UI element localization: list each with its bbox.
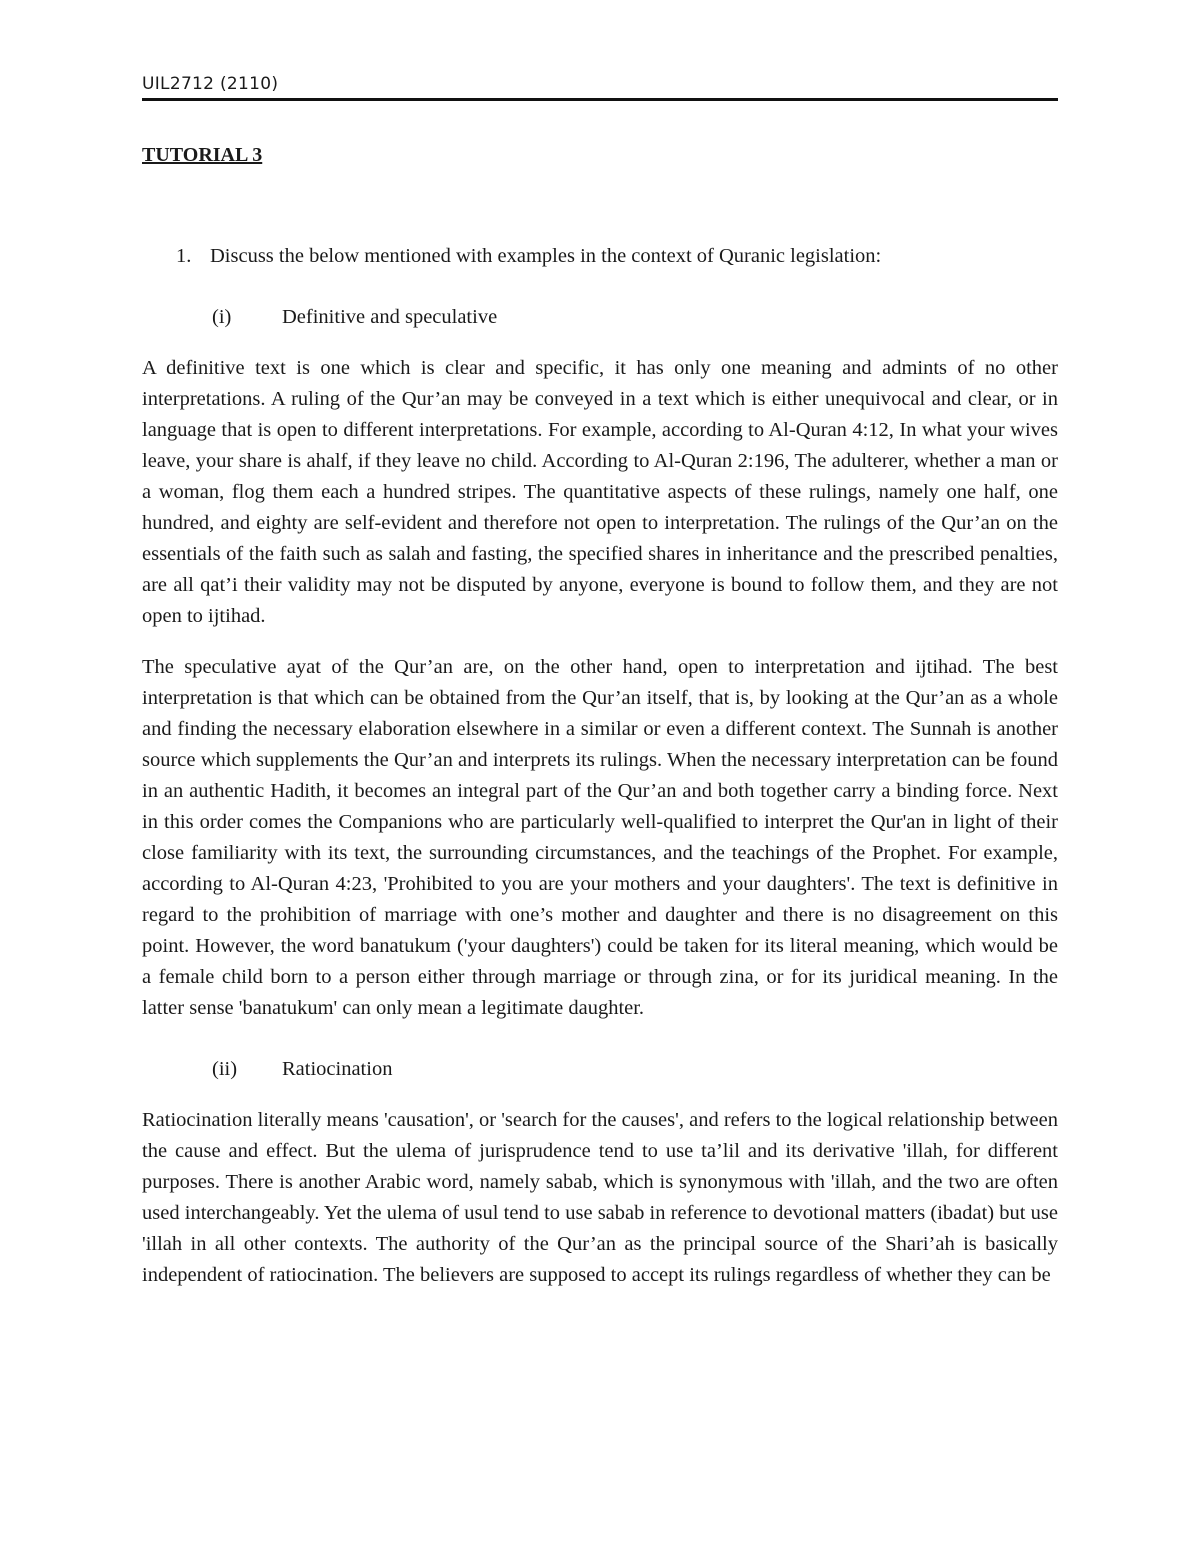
document-title: TUTORIAL 3 <box>142 144 263 166</box>
section-title: Ratiocination <box>282 1058 393 1080</box>
question-text: Discuss the below mentioned with examples in the context of Quranic legislation: <box>210 245 882 267</box>
question-1 <box>142 241 1058 272</box>
question-number: 1. <box>176 245 192 267</box>
section-title: Definitive and speculative <box>282 306 498 328</box>
section-heading-ratiocination <box>142 1054 1058 1085</box>
section-number: (i) <box>212 306 232 328</box>
running-header: UIL2712 (2110) <box>142 74 279 94</box>
header-divider <box>142 98 1058 101</box>
paragraph-speculative: The speculative ayat of the Qur’an are, on the other hand, open to interpretation and ijtihad. The best interpretation is that which can be obtained from the Qur’an itself, that is, by looking at the Qur’an as a whole and finding the necessary elaboration elsewhere in a similar or even a different context. The Sunnah is another source which supplements the Qur’an and interprets its rulings. When the necessary interpretation can be found in an authentic Hadith, it becomes an integral part of the Qur’an and both together carry a binding force. Next in this order comes the Companions who are particularly well-qualified to interpret the Qur'an in light of their close familiarity with its text, the surrounding circumstances, and the teachings of the Prophet. For example, according to Al-Quran 4:23, 'Prohibited to you are your mothers and your daughters'. The text is definitive in regard to the prohibition of marriage with one’s mother and daughter and there is no disagreement on this point. However, the word banatukum ('your daughters') could be taken for its literal meaning, which would be a female child born to a person either through marriage or through zina, or for its juridical meaning. In the latter sense 'banatukum' can only mean a legitimate daughter. <box>142 656 1058 1019</box>
paragraph-definitive: A definitive text is one which is clear and specific, it has only one meaning and admints of no other interpretations. A ruling of the Qur’an may be conveyed in a text which is either unequivocal and clear, or in language that is open to different interpretations. For example, according to Al-Quran 4:12, In what your wives leave, your share is ahalf, if they leave no child. According to Al-Quran 2:196, The adulterer, whether a man or a woman, flog them each a hundred stripes. The quantitative aspects of these rulings, namely one half, one hundred, and eighty are self-evident and therefore not open to interpretation. The rulings of the Qur’an on the essentials of the faith such as salah and fasting, the specified shares in inheritance and the prescribed penalties, are all qat’i their validity may not be disputed by anyone, everyone is bound to follow them, and they are not open to ijtihad. <box>142 357 1058 627</box>
paragraph-ratiocination: Ratiocination literally means 'causation', or 'search for the causes', and refers to the logical relationship between the cause and effect. But the ulema of jurisprudence tend to use ta’lil and its derivative 'illah, for different purposes. There is another Arabic word, namely sabab, which is synonymous with 'illah, and the two are often used interchangeably. Yet the ulema of usul tend to use sabab in reference to devotional matters (ibadat) but use 'illah in all other contexts. The authority of the Qur’an as the principal source of the Shari’ah is basically independent of ratiocination. The believers are supposed to accept its rulings regardless of whether they can be <box>142 1109 1058 1286</box>
document-body <box>142 140 1058 1291</box>
section-heading-definitive <box>142 302 1058 333</box>
section-number: (ii) <box>212 1058 238 1080</box>
